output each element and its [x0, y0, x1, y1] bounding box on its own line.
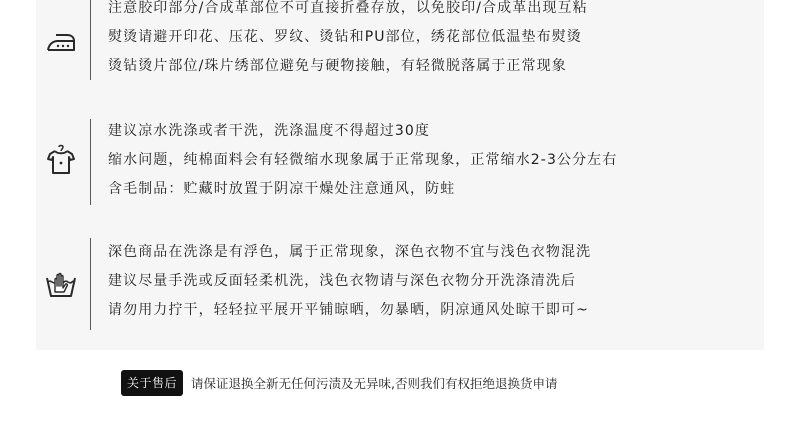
care-instructions-panel: [36, 0, 764, 350]
care-line: 深色商品在洗涤是有浮色，属于正常现象，深色衣物不宜与浅色衣物混洗: [108, 244, 592, 260]
care-line: 建议尽量手洗或反面轻柔机洗，浅色衣物请与深色衣物分开洗涤清洗后: [108, 273, 577, 289]
care-section-washing: [36, 117, 764, 207]
after-sales-notice: [121, 370, 558, 396]
care-line: 熨烫请避开印花、压花、罗纹、烫钻和PU部位，绣花部位低温垫布熨烫: [108, 29, 582, 45]
after-sales-text: 请保证退换全新无任何污渍及无异味,否则我们有权拒绝退换货申请: [191, 376, 558, 391]
after-sales-badge: 关于售后: [121, 370, 183, 396]
care-line: 含毛制品：贮藏时放置于阴凉干燥处注意通风，防蛀: [108, 181, 456, 197]
iron-icon: [44, 26, 78, 60]
care-line: 注意胶印部分/合成革部位不可直接折叠存放，以免胶印/合成革出现互粘: [108, 0, 588, 16]
care-line: 建议凉水洗涤或者干洗，洗涤温度不得超过30度: [108, 123, 431, 139]
section-divider: [90, 238, 91, 330]
garment-care-icon: [44, 143, 78, 177]
hand-wash-icon: [44, 266, 78, 300]
section-text: [108, 117, 617, 204]
care-line: 请勿用力拧干，轻轻拉平展开平铺晾晒，勿暴晒，阴凉通风处晾干即可~: [108, 302, 589, 318]
care-line: 烫钻烫片部位/珠片绣部位避免与硬物接触，有轻微脱落属于正常现象: [108, 58, 567, 74]
care-section-ironing: [36, 0, 764, 90]
care-line: 缩水问题，纯棉面料会有轻微缩水现象属于正常现象，正常缩水2-3公分左右: [108, 152, 618, 168]
section-text: [108, 0, 588, 81]
section-divider: [90, 119, 91, 205]
care-section-hand-wash: [36, 234, 764, 334]
section-divider: [90, 0, 91, 80]
section-text: [108, 238, 591, 325]
